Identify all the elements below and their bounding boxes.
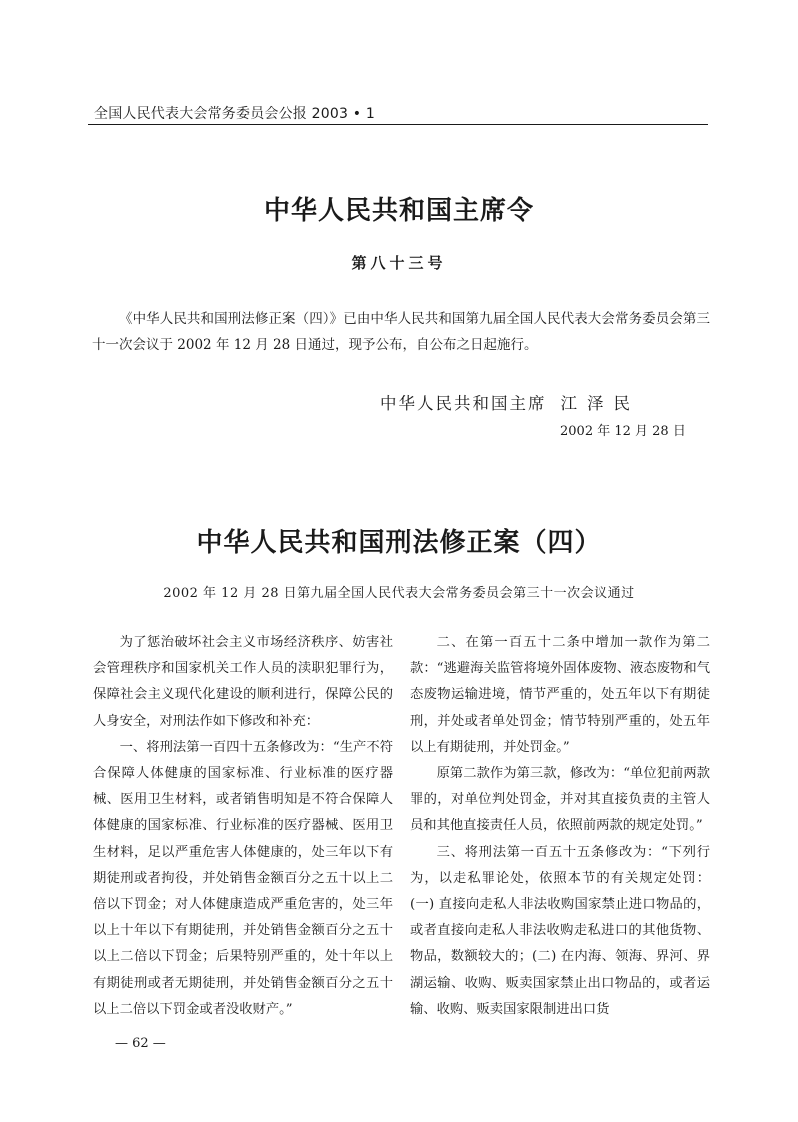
decree-body: 《中华人民共和国刑法修正案（四）》已由中华人民共和国第九届全国人民代表大会常务委员会第三十一次会议于 2002 年 12 月 28 日通过，现予公布，自公布之日起施行。	[92, 311, 710, 353]
decree-title: 中华人民共和国主席令	[263, 196, 534, 226]
header-divider	[88, 124, 708, 125]
running-header: 全国人民代表大会常务委员会公报 2003 • 1	[94, 106, 375, 122]
signer-title: 中华人民共和国主席	[380, 394, 547, 413]
right-column	[410, 630, 710, 1023]
page-number: — 62 —	[115, 1036, 166, 1051]
left-column	[93, 630, 393, 1023]
decree-date: 2002 年 12 月 28 日	[560, 424, 686, 439]
amendment-title: 中华人民共和国刑法修正案（四）	[196, 528, 602, 558]
signer-name: 江泽民	[560, 394, 640, 413]
decree-signature	[380, 390, 640, 414]
article-two-paragraph: 二、在第一百五十二条中增加一款作为第二款：“逃避海关监管将境外固体废物、液态废物和气态废物运输进境，情节严重的，处五年以下有期徒刑，并处或者单处罚金；情节特别严重的，处五年以上有期徒刑，并处罚金。”	[410, 635, 710, 755]
adoption-note: 2002 年 12 月 28 日第九届全国人民代表大会常务委员会第三十一次会议通过	[163, 586, 635, 601]
decree-number: 第八十三号	[351, 254, 447, 272]
preamble-paragraph: 为了惩治破坏社会主义市场经济秩序、妨害社会管理秩序和国家机关工作人员的渎职犯罪行为，保障社会主义现代化建设的顺利进行，保障公民的人身安全，对刑法作如下修改和补充：	[93, 635, 393, 729]
article-one-paragraph: 一、将刑法第一百四十五条修改为：“生产不符合保障人体健康的国家标准、行业标准的医疗器械、医用卫生材料，或者销售明知是不符合保障人体健康的国家标准、行业标准的医疗器械、医用卫生材料，足以严重危害人体健康的，处三年以下有期徒刑或者拘役，并处销售金额百分之五十以上二倍以下罚金；对人体健康造成严重危害的，处三年以上十年以下有期徒刑，并处销售金额百分之五十以上二倍以下罚金；后果特别严重的，处十年以上有期徒刑或者无期徒刑，并处销售金额百分之五十以上二倍以下罚金或者没收财产。”	[93, 739, 393, 1017]
article-three-paragraph: 三、将刑法第一百五十五条修改为：“下列行为，以走私罪论处，依照本节的有关规定处罚：(一) 直接向走私人非法收购国家禁止进口物品的，或者直接向走私人非法收购走私进口的其他货物、物品，数额较大的；(二) 在内海、领海、界河、界湖运输、收购、贩卖国家禁止出口物品的，或者运输、收购、贩卖国家限制进出口货	[410, 844, 710, 1017]
article-two-second-paragraph: 原第二款作为第三款，修改为：“单位犯前两款罪的，对单位判处罚金，并对其直接负责的主管人员和其他直接责任人员，依照前两款的规定处罚。”	[410, 766, 710, 834]
